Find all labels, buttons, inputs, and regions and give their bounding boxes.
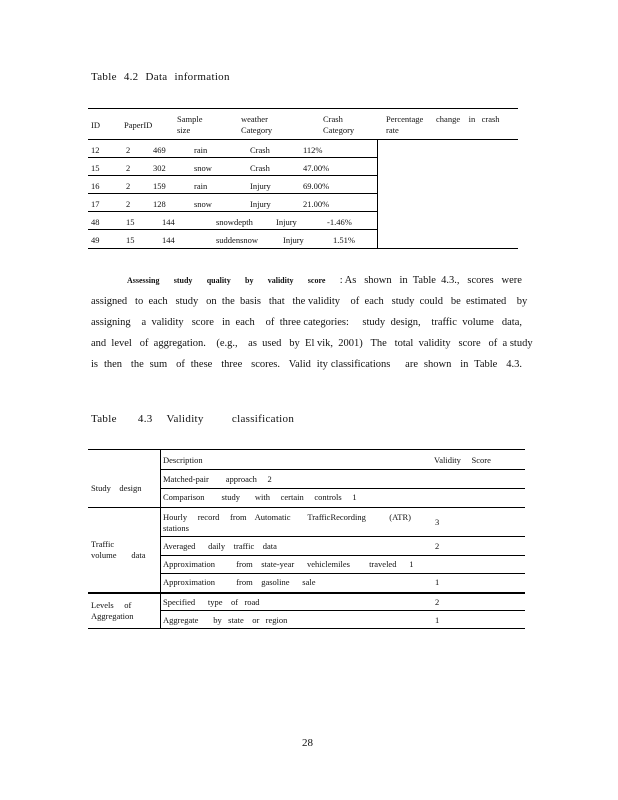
cell-paperid: 15 [126, 217, 135, 227]
col-header-weather-category: Category [241, 125, 273, 135]
cell-sample-size: 302 [153, 163, 166, 173]
cell-crash: Injury [276, 217, 297, 227]
score-cell: 2 [435, 541, 440, 551]
description-cell: Averaged daily traffic data [163, 541, 277, 551]
row-rule [88, 211, 378, 212]
cell-weather: rain [194, 145, 208, 155]
cell-crash: Crash [250, 163, 270, 173]
score-cell: 2 [435, 597, 440, 607]
run-in-heading-word: validity [267, 276, 294, 285]
cell-weather: snow [194, 163, 212, 173]
row-rule [161, 610, 525, 611]
row-rule [161, 536, 525, 537]
cell-weather: rain [194, 181, 208, 191]
cell-pct: 1.51% [333, 235, 355, 245]
run-in-heading-word: score [307, 276, 326, 285]
description-cell: Matched-pair approach 2 [163, 474, 272, 484]
cell-weather: snowdepth [216, 217, 253, 227]
col-header-validity-score: Validity Score [434, 455, 491, 465]
group-label-traffic: Traffic [91, 539, 115, 549]
description-cell: Comparison study with certain controls 1 [163, 492, 357, 502]
description-cell: Approximation from state-year vehiclemiles traveled 1 [163, 559, 414, 569]
page-number: 28 [302, 737, 313, 749]
paragraph-line-4: and level of aggregation. (e.g., as used by El vik, 2001) The total validity score of a study [91, 338, 533, 349]
table-bottom-rule [88, 248, 518, 249]
description-cell-continued: stations [163, 523, 189, 533]
cell-sample-size: 128 [153, 199, 166, 209]
group-label-study-design: Study design [91, 483, 142, 493]
col-header-paperid: PaperID [124, 120, 153, 130]
cell-sample-size: 144 [162, 217, 175, 227]
table-4-3-caption: Table 4.3 Validity classification [91, 413, 295, 425]
cell-pct: -1.46% [327, 217, 352, 227]
cell-weather: snow [194, 199, 212, 209]
col-header-sample: Sample [177, 114, 203, 124]
cell-paperid: 2 [126, 163, 131, 173]
run-in-heading-word: study [173, 276, 193, 285]
col-header-rate: rate [386, 125, 399, 135]
cell-id: 16 [91, 181, 100, 191]
score-cell: 1 [435, 577, 440, 587]
row-rule [161, 469, 525, 470]
description-cell: Approximation from gasoline sale [163, 577, 316, 587]
run-in-heading-word: quality [206, 276, 231, 285]
cell-paperid: 2 [126, 145, 131, 155]
col-header-id: ID [91, 120, 100, 130]
group-label-aggregation: Aggregation [91, 611, 134, 621]
run-in-heading-word: Assessing [127, 276, 160, 285]
cell-pct: 69.00% [303, 181, 330, 191]
paragraph-text: : As shown in Table 4.3., scores were [339, 275, 522, 286]
row-rule [88, 157, 378, 158]
col-header-crash: Crash [323, 114, 343, 124]
cell-crash: Injury [283, 235, 304, 245]
row-rule [161, 555, 525, 556]
group-rule [88, 507, 525, 508]
col-header-percentage: Percentage change in crash [386, 114, 500, 124]
cell-id: 12 [91, 145, 100, 155]
row-rule [161, 573, 525, 574]
description-cell: Aggregate by state or region [163, 615, 288, 625]
row-rule [88, 229, 378, 230]
cell-id: 15 [91, 163, 100, 173]
cell-pct: 21.00% [303, 199, 330, 209]
paragraph-line-3: assigning a validity score in each of three categories: study design, traffic volume data, [91, 317, 522, 328]
row-rule [161, 488, 525, 489]
table-vertical-rule [160, 449, 161, 629]
table-header-rule [88, 139, 518, 140]
cell-crash: Injury [250, 181, 271, 191]
cell-pct: 47.00% [303, 163, 330, 173]
col-header-size: size [177, 125, 191, 135]
cell-sample-size: 469 [153, 145, 166, 155]
row-rule [88, 175, 378, 176]
table-bottom-rule [88, 628, 525, 629]
cell-id: 48 [91, 217, 100, 227]
cell-weather: suddensnow [216, 235, 259, 245]
cell-id: 49 [91, 235, 100, 245]
run-in-heading-word: by [245, 276, 254, 285]
table-vertical-rule [377, 140, 378, 248]
score-cell: 1 [435, 615, 440, 625]
score-cell: 3 [435, 517, 440, 527]
cell-pct: 112% [303, 145, 323, 155]
paragraph-line-1 [127, 275, 522, 286]
cell-sample-size: 159 [153, 181, 166, 191]
cell-crash: Crash [250, 145, 270, 155]
row-rule [88, 193, 378, 194]
table-4-2-caption: Table 4.2 Data information [91, 71, 230, 83]
cell-paperid: 2 [126, 199, 131, 209]
group-label-volume-data: volume data [91, 550, 146, 560]
table-top-rule [88, 449, 525, 450]
cell-sample-size: 144 [162, 235, 175, 245]
cell-paperid: 2 [126, 181, 131, 191]
col-header-description: Description [163, 455, 203, 465]
col-header-crash-category: Category [323, 125, 355, 135]
group-label-levels-of: Levels of [91, 600, 132, 610]
group-rule [88, 592, 525, 594]
description-cell: Specified type of road [163, 597, 260, 607]
cell-id: 17 [91, 199, 100, 209]
col-header-weather: weather [241, 114, 268, 124]
cell-crash: Injury [250, 199, 271, 209]
paragraph-line-5: is then the sum of these three scores. Valid ity classifications are shown in Table 4.3. [91, 359, 522, 370]
cell-paperid: 15 [126, 235, 135, 245]
description-cell: Hourly record from Automatic TrafficRecording (ATR) [163, 512, 411, 522]
table-top-rule [88, 108, 518, 109]
paragraph-line-2: assigned to each study on the basis that the validity of each study could be estimated by [91, 296, 528, 307]
